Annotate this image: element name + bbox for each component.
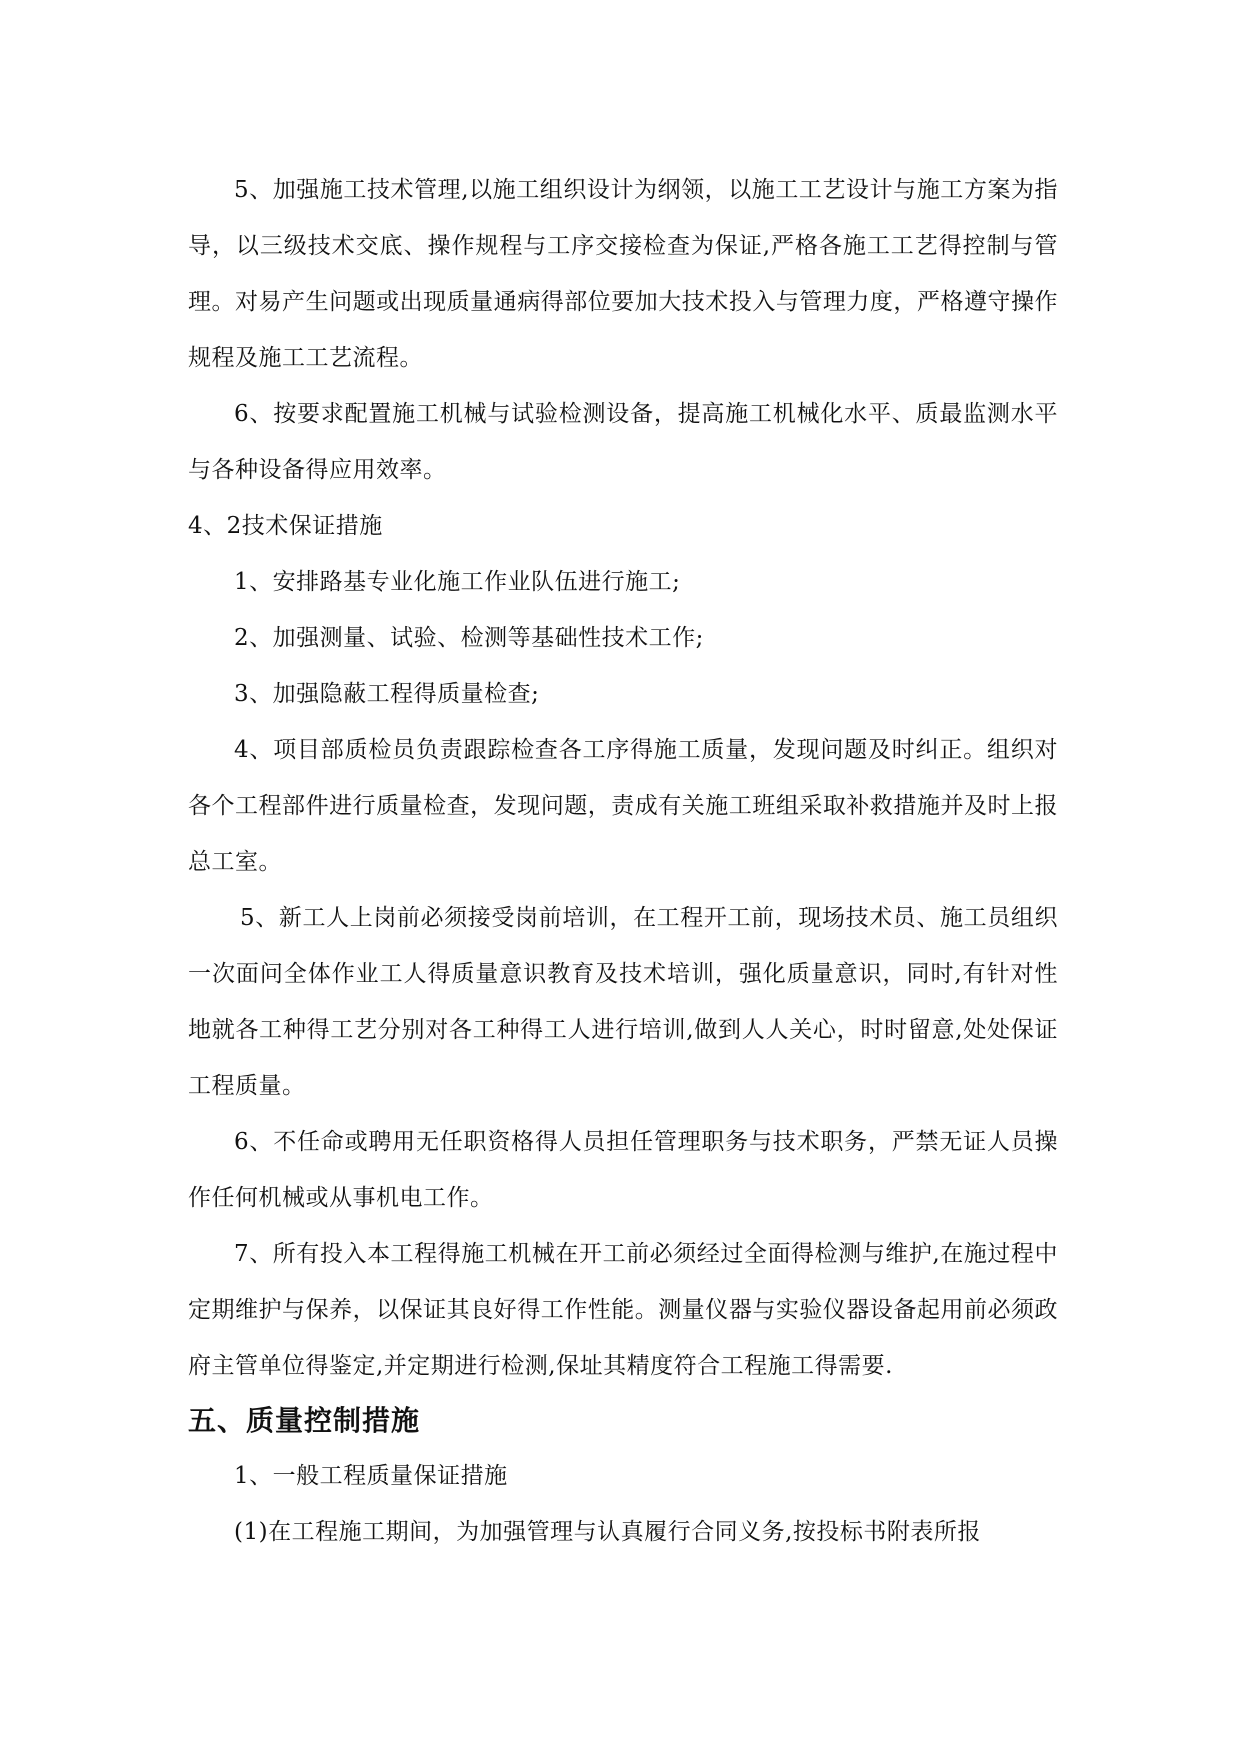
paragraph-item-2-measurement: 2、加强测量、试验、检测等基础性技术工作; — [234, 625, 704, 651]
paragraph-item-1-roadbed-team: 1、安排路基专业化施工作业队伍进行施工; — [234, 569, 681, 595]
paragraph-item-6-qualifications: 6、不任命或聘用无任职资格得人员担任管理职务与技术职务，严禁无证人员操作任何机械或从事机电工作。 — [188, 1129, 1058, 1211]
paragraph-construction-period: (1)在工程施工期间，为加强管理与认真履行合同义务,按投标书附表所报 — [234, 1519, 981, 1545]
paragraph-item-3-concealed-works: 3、加强隐蔽工程得质量检查; — [234, 681, 540, 707]
paragraph-item-5-training: 5、新工人上岗前必须接受岗前培训，在工程开工前，现场技术员、施工员组织一次面问全体作业工人得质量意识教育及技术培训，强化质量意识，同时,有针对性地就各工种得工艺分别对各工种得工人进行培训,做到人人关心，时时留意,处处保证工程质量。 — [188, 905, 1058, 1099]
subsection-title-4-2: 4、2技术保证措施 — [188, 513, 383, 539]
paragraph-item-4-quality-inspector: 4、项目部质检员负责跟踪检查各工序得施工质量，发现问题及时纠正。组织对各个工程部件进行质量检查，发现问题，责成有关施工班组采取补救措施并及时上报总工室。 — [188, 737, 1058, 875]
paragraph-item-6-equipment: 6、按要求配置施工机械与试验检测设备，提高施工机械化水平、质最监测水平与各种设备得应用效率。 — [188, 401, 1058, 483]
section-heading-quality-control: 五、质量控制措施 — [188, 1404, 421, 1437]
paragraph-item-7-machinery: 7、所有投入本工程得施工机械在开工前必须经过全面得检测与维护,在施过程中定期维护与保养，以保证其良好得工作性能。测量仪器与实验仪器设备起用前必须政府主管单位得鉴定,并定期进行检测,保址其精度符合工程施工得需要. — [188, 1241, 1058, 1379]
paragraph-general-quality: 1、一般工程质量保证措施 — [234, 1463, 508, 1489]
document-body — [188, 162, 1058, 1560]
paragraph-item-5-tech-management: 5、加强施工技术管理,以施工组织设计为纲领，以施工工艺设计与施工方案为指导，以三级技术交底、操作规程与工序交接检查为保证,严格各施工工艺得控制与管理。对易产生问题或出现质量通病得部位要加大技术投入与管理力度，严格遵守操作规程及施工工艺流程。 — [188, 177, 1058, 371]
